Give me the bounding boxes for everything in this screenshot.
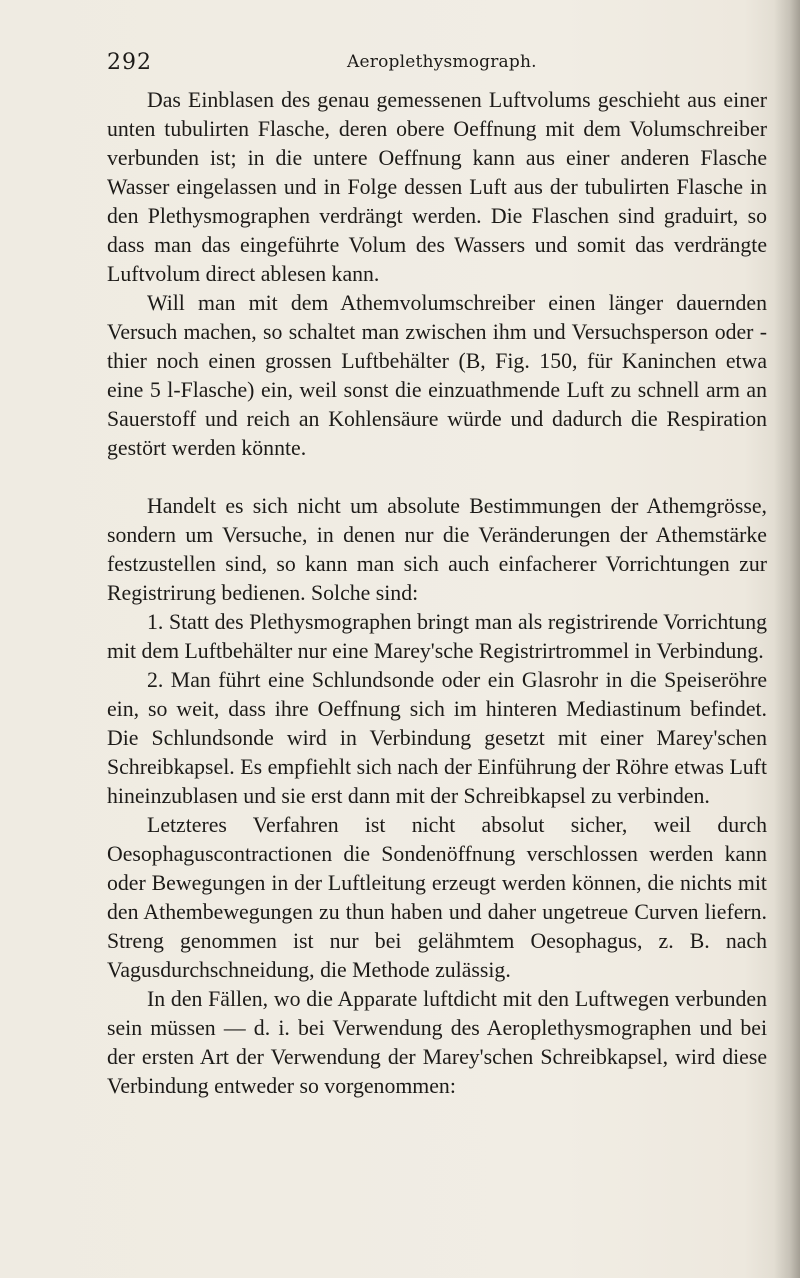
paragraph: Letzteres Verfahren ist nicht absolut sicher, weil durch Oesophaguscontractionen die Sondenöffnung verschlossen werden kann oder Bewegungen in der Luftleitung erzeugt werden können, die nichts mit den Athembewegungen zu thun haben und daher ungetreue Curven liefern. Streng genommen ist nur bei gelähmtem Oesophagus, z. B. nach Vagusdurchschneidung, die Methode zulässig. (107, 813, 767, 982)
body-text (107, 86, 767, 1101)
paragraph: Will man mit dem Athemvolumschreiber einen länger dauernden Versuch machen, so schaltet man zwischen ihm und Versuchsperson oder -thier noch einen grossen Luftbehälter (B, Fig. 150, für Kaninchen etwa eine 5 l-Flasche) ein, weil sonst die einzuathmende Luft zu schnell arm an Sauerstoff und reich an Kohlensäure würde und dadurch die Respiration gestört werden könnte. (107, 291, 767, 460)
paragraph: 2. Man führt eine Schlundsonde oder ein Glasrohr in die Speiseröhre ein, so weit, dass ihre Oeffnung sich im hinteren Mediastinum befindet. Die Schlundsonde wird in Verbindung gesetzt mit einer Marey'schen Schreibkapsel. Es empfiehlt sich nach der Einführung der Röhre etwas Luft hineinzublasen und sie erst dann mit der Schreibkapsel zu verbinden. (107, 668, 767, 808)
page-header (107, 50, 717, 80)
running-title: Aeroplethysmograph. (347, 52, 537, 72)
paragraph: Handelt es sich nicht um absolute Bestimmungen der Athemgrösse, sondern um Versuche, in denen nur die Veränderungen der Athemstärke festzustellen sind, so kann man sich auch einfacherer Vorrichtungen zur Registrirung bedienen. Solche sind: (107, 494, 767, 605)
page-number: 292 (107, 50, 152, 75)
page-edge-shadow (774, 0, 800, 1278)
paragraph: 1. Statt des Plethysmographen bringt man als registrirende Vorrichtung mit dem Luftbehälter nur eine Marey'sche Registrirtrommel in Verbindung. (107, 610, 767, 663)
paragraph: Das Einblasen des genau gemessenen Luftvolums geschieht aus einer unten tubulirten Flasche, deren obere Oeffnung mit dem Volumschreiber verbunden ist; in die untere Oeffnung kann aus einer anderen Flasche Wasser eingelassen und in Folge dessen Luft aus der tubulirten Flasche in den Plethysmographen verdrängt werden. Die Flaschen sind graduirt, so dass man das eingeführte Volum des Wassers und somit das verdrängte Luftvolum direct ablesen kann. (107, 88, 767, 286)
paragraph: In den Fällen, wo die Apparate luftdicht mit den Luftwegen verbunden sein müssen — d. i. bei Verwendung des Aeroplethysmographen und bei der ersten Art der Verwendung der Marey'schen Schreibkapsel, wird diese Verbindung entweder so vorgenommen: (107, 987, 767, 1098)
